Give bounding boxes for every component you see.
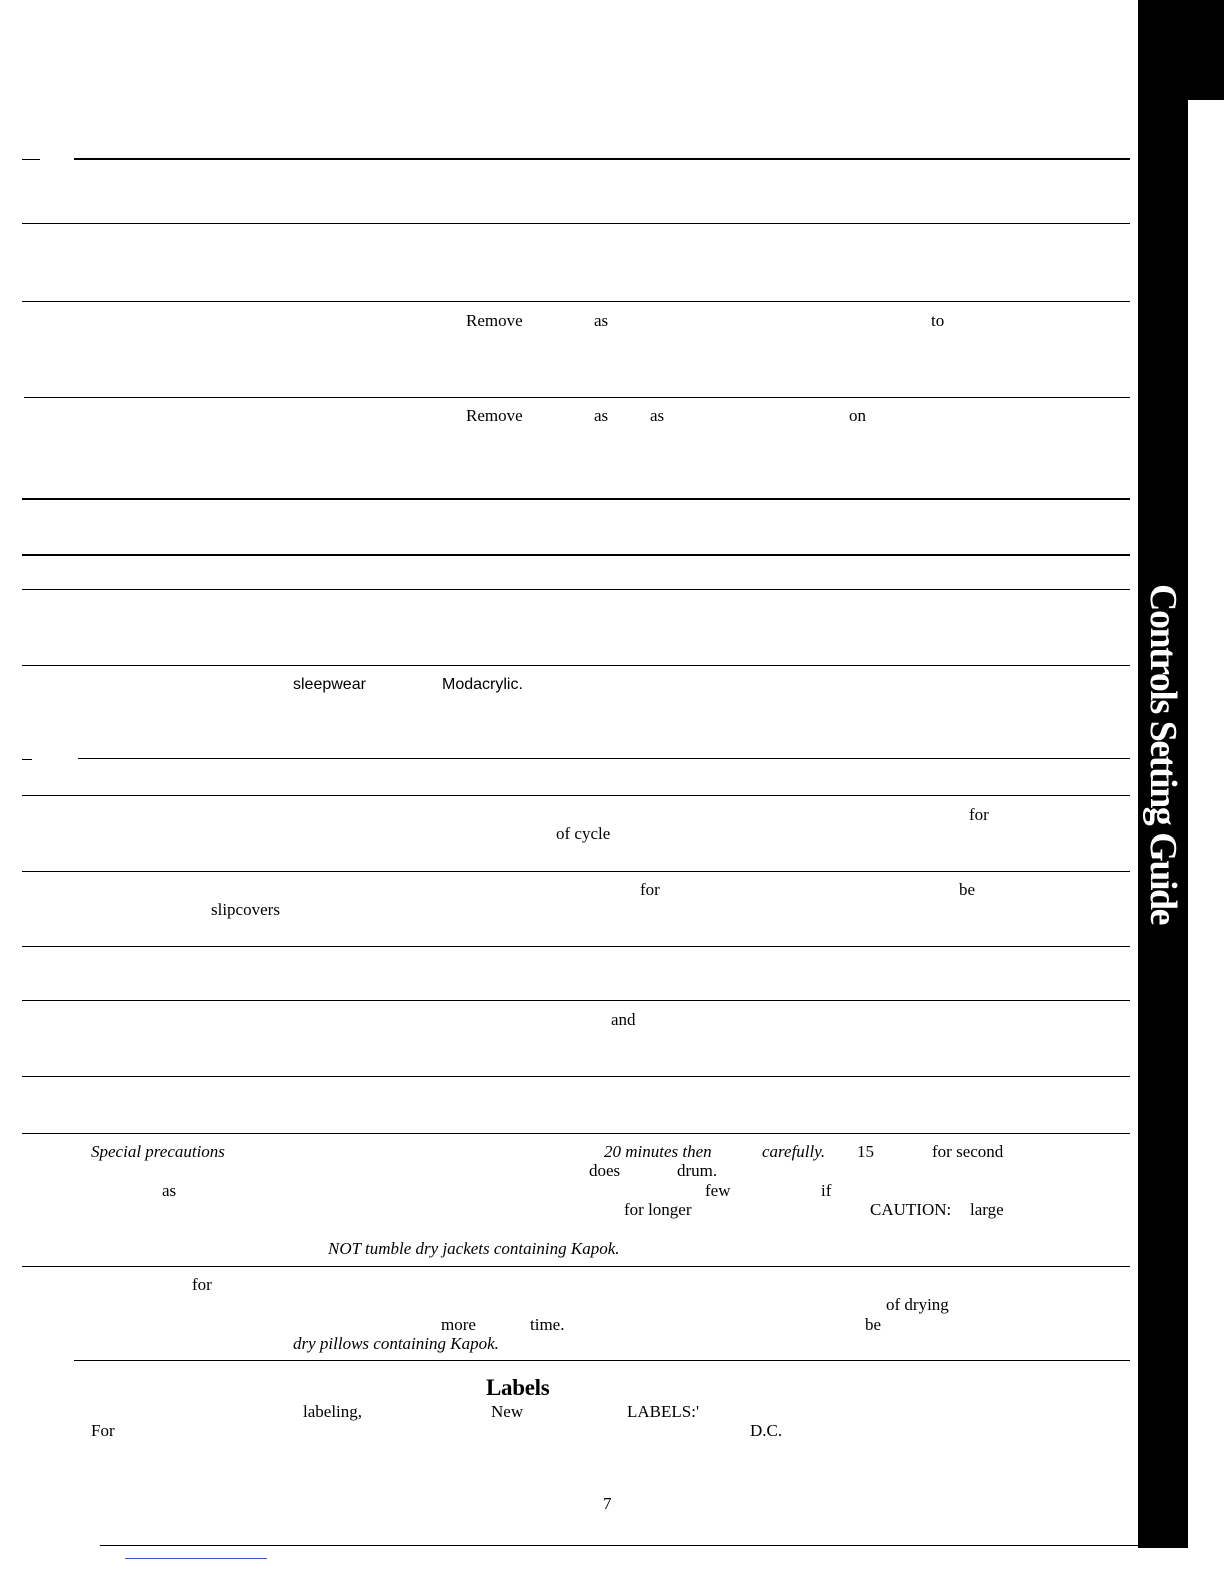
word: as	[162, 1181, 177, 1200]
word: LABELS:'	[627, 1402, 700, 1421]
rule	[22, 665, 1130, 666]
rule	[22, 795, 1130, 796]
rule-top-short	[22, 159, 40, 160]
word: Modacrylic.	[442, 676, 523, 693]
rule	[22, 1076, 1130, 1077]
word: CAUTION:	[870, 1200, 952, 1219]
word: for longer	[624, 1200, 692, 1219]
word: for second	[932, 1142, 1004, 1161]
rule	[22, 946, 1130, 947]
rule-mid-short	[22, 759, 32, 760]
word: time.	[530, 1315, 565, 1334]
rule	[22, 1266, 1130, 1267]
rule	[24, 397, 1130, 398]
rule	[22, 589, 1130, 590]
rule-top-long	[74, 158, 1130, 160]
word: Special precautions	[91, 1142, 225, 1161]
word: as	[650, 406, 665, 425]
word: 20 minutes then	[604, 1142, 712, 1161]
rule	[78, 758, 1130, 759]
word: does	[589, 1161, 621, 1180]
word: NOT tumble dry jackets containing Kapok.	[328, 1239, 620, 1258]
word: dry pillows containing Kapok.	[293, 1334, 499, 1353]
word: carefully.	[762, 1142, 826, 1161]
section-heading: Labels	[486, 1375, 550, 1400]
word: New	[491, 1402, 524, 1421]
rule	[22, 1000, 1130, 1001]
word: for	[192, 1275, 212, 1294]
side-tab-notch	[1188, 0, 1224, 100]
word: as	[594, 311, 609, 330]
rule	[22, 554, 1130, 556]
word: 15	[857, 1142, 874, 1161]
word: For	[91, 1421, 115, 1440]
word: more	[441, 1315, 476, 1334]
word: for	[640, 880, 660, 899]
word: if	[821, 1181, 832, 1200]
word: slipcovers	[211, 900, 280, 919]
page-number: 7	[603, 1494, 612, 1513]
word: be	[865, 1315, 882, 1334]
rule	[22, 871, 1130, 872]
word: sleepwear	[293, 676, 366, 693]
side-tab-title: Controls Setting Guide	[1142, 584, 1184, 925]
word: as	[594, 406, 609, 425]
rule	[22, 498, 1130, 500]
word: for	[969, 805, 989, 824]
footer-link-rule	[125, 1558, 267, 1559]
word: drum.	[677, 1161, 718, 1180]
word: few	[705, 1181, 731, 1200]
word: of cycle	[556, 824, 611, 843]
word: Remove	[466, 406, 523, 425]
word: on	[849, 406, 866, 425]
rule-bottom	[100, 1545, 1138, 1546]
rule	[22, 301, 1130, 302]
word: D.C.	[750, 1421, 783, 1440]
word: be	[959, 880, 976, 899]
rule	[74, 1360, 1130, 1361]
word: labeling,	[303, 1402, 363, 1421]
rule	[22, 1133, 1130, 1134]
word: large	[970, 1200, 1004, 1219]
rule	[22, 223, 1130, 224]
word: and	[611, 1010, 636, 1029]
word: of drying	[886, 1295, 949, 1314]
word: to	[931, 311, 945, 330]
word: Remove	[466, 311, 523, 330]
